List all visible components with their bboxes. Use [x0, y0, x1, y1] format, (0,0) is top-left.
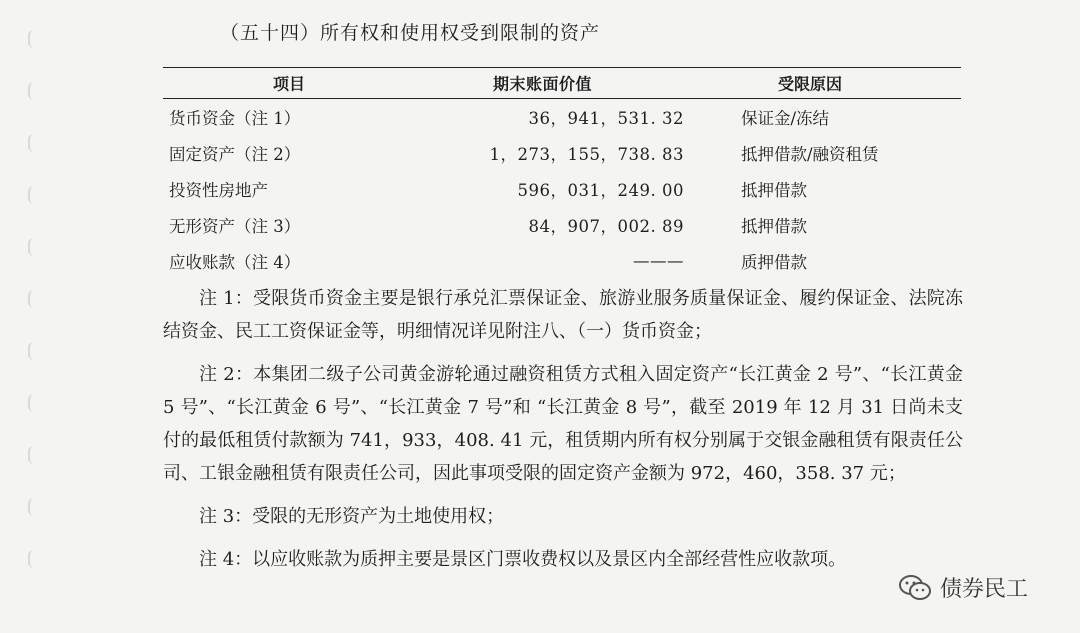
note-2: 注 2：本集团二级子公司黄金游轮通过融资租赁方式租入固定资产“长江黄金 2 号”、“长江黄金 5 号”、“长江黄金 6 号”、“长江黄金 7 号”和 “长江黄金 8 号”，截至 2019 年 12 月 31 日尚未支付的最低租赁付款额为 741，933，408. 41 元，租赁期内所有权分别属于交银金融租赁有限责任公司、工银金融租赁有限责任公司，因此事项受限的固定资产金额为 972，460，358. 37 元；	[163, 364, 963, 484]
notes-section	[163, 282, 963, 576]
row-reason: 抵押借款	[741, 181, 807, 200]
note-4: 注 4：以应收账款为质押主要是景区门票收费权以及景区内全部经营性应收款项。	[199, 549, 847, 570]
row-value: 596，031，249. 00	[517, 181, 684, 200]
row-value: 84，907，002. 89	[528, 217, 684, 236]
row-value: 36，941，531. 32	[528, 109, 684, 128]
watermark-text: 债券民工	[940, 577, 1029, 602]
table-header	[163, 67, 961, 99]
row-item: 无形资产（注 3）	[169, 217, 301, 236]
row-value: 1，273，155，738. 83	[489, 145, 684, 164]
row-reason: 抵押借款	[741, 217, 807, 236]
wechat-icon	[898, 573, 932, 603]
note-3: 注 3：受限的无形资产为土地使用权；	[199, 506, 505, 527]
watermark	[898, 572, 1028, 603]
restricted-assets-table	[163, 67, 961, 279]
table-row	[163, 243, 961, 279]
row-item: 应收账款（注 4）	[169, 253, 301, 272]
table-row	[163, 99, 961, 135]
header-item: 项目	[273, 74, 306, 94]
note-1: 注 1：受限货币资金主要是银行承兑汇票保证金、旅游业服务质量保证金、履约保证金、法院冻结资金、民工工资保证金等，明细情况详见附注八、（一）货币资金；	[163, 288, 963, 342]
table-row	[163, 171, 961, 207]
section-title: （五十四）所有权和使用权受到限制的资产	[220, 22, 601, 44]
binding-marks	[28, 30, 44, 610]
row-reason: 质押借款	[741, 253, 807, 272]
row-item: 固定资产（注 2）	[169, 145, 301, 164]
table-row	[163, 207, 961, 243]
row-item: 投资性房地产	[169, 181, 268, 200]
row-reason: 抵押借款/融资租赁	[741, 145, 879, 164]
table-row	[163, 135, 961, 171]
row-reason: 保证金/冻结	[741, 109, 830, 128]
header-reason: 受限原因	[778, 74, 843, 94]
row-item: 货币资金（注 1）	[169, 109, 301, 128]
header-value: 期末账面价值	[493, 74, 593, 94]
row-value: ———	[633, 251, 684, 271]
